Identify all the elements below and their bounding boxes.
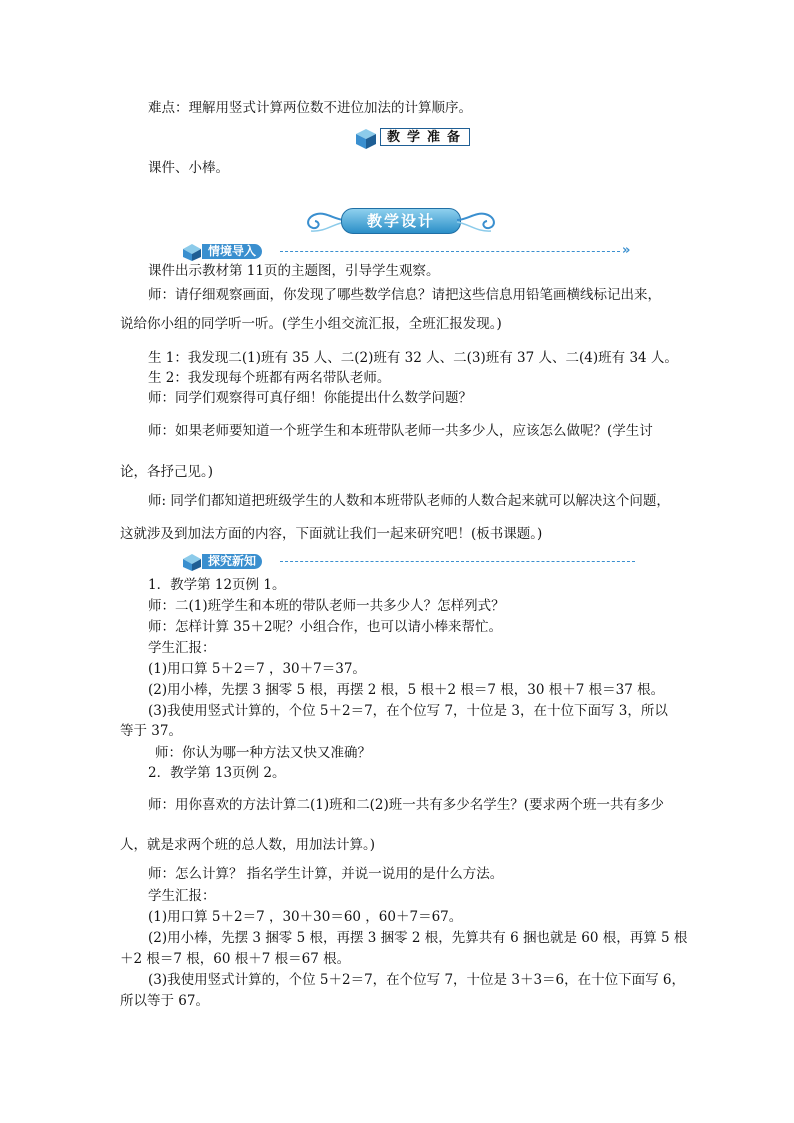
explore-line: (3)我使用竖式计算的，个位 5＋2＝7，在个位写 7，十位是 3＋3＝6，在十位下面写 6， (148, 972, 685, 988)
intro-line: 说给你小组的同学听一听。(学生小组交流汇报，全班汇报发现。) (120, 316, 502, 332)
explore-line: 师：怎样计算 35＋2呢？小组合作，也可以请小棒来帮忙。 (148, 619, 503, 635)
swirl-right-icon (455, 204, 505, 236)
intro-line: 论，各抒己见。) (120, 464, 214, 480)
explore-line: 所以等于 67。 (120, 993, 209, 1009)
prep-content: 课件、小棒。 (148, 160, 229, 176)
section-header-explore (180, 552, 640, 572)
cube-icon (352, 126, 382, 150)
design-title: 教学设计 (341, 208, 461, 234)
explore-line: 2．教学第 13页例 2。 (148, 765, 286, 781)
explore-line: (2)用小棒，先摆 3 捆零 5 根，再摆 3 捆零 2 根，先算共有 6 捆也就是 60 根，再算 5 根 (148, 930, 688, 946)
intro-line: 生 2：我发现每个班都有两名带队老师。 (148, 370, 391, 386)
intro-line: 师：如果老师要知道一个班学生和本班带队老师一共多少人，应该怎么做呢？(学生讨 (148, 423, 653, 439)
explore-line: 学生汇报： (148, 640, 216, 656)
explore-line: 师：用你喜欢的方法计算二(1)班和二(2)班一共有多少名学生？(要求两个班一共有多少 (148, 797, 665, 813)
explore-line: 人，就是求两个班的总人数，用加法计算。) (120, 837, 376, 853)
explore-line: 师：怎么计算？ 指名学生计算，并说一说用的是什么方法。 (148, 866, 504, 882)
intro-line: 这就涉及到加法方面的内容，下面就让我们一起来研究吧！(板书课题。) (120, 526, 543, 542)
explore-line: (1)用口算 5＋2＝7 ，30＋7＝37。 (148, 661, 366, 677)
explore-line: 学生汇报： (148, 888, 216, 904)
intro-line: 课件出示教材第 11页的主题图，引导学生观察。 (148, 263, 440, 279)
explore-line: 师：你认为哪一种方法又快又准确？ (155, 745, 371, 761)
design-banner (297, 204, 502, 236)
explore-line: 等于 37。 (120, 723, 182, 739)
intro-line: 师: 同学们都知道把班级学生的人数和本班带队老师的人数合起来就可以解决这个问题， (148, 493, 670, 509)
intro-line: 师：同学们观察得可真仔细！你能提出什么数学问题？ (148, 390, 472, 406)
explore-line: ＋2 根＝7 根，60 根＋7 根＝67 根。 (120, 951, 351, 967)
section-title: 探究新知 (202, 554, 262, 569)
section-header-intro (180, 242, 640, 262)
prep-banner (352, 126, 476, 150)
explore-line: 师：二(1)班学生和本班的带队老师一共多少人？怎样列式？ (148, 598, 505, 614)
swirl-left-icon (297, 204, 347, 236)
difficulty-text: 难点：理解用竖式计算两位数不进位加法的计算顺序。 (148, 100, 472, 116)
intro-line: 生 1：我发现二(1)班有 35 人、二(2)班有 32 人、二(3)班有 37 人、二(4)班有 34 人。 (148, 350, 678, 366)
section-title: 情境导入 (202, 244, 262, 259)
intro-line: 师：请仔细观察画面，你发现了哪些数学信息？请把这些信息用铅笔画横线标记出来， (148, 287, 661, 303)
explore-line: 1．教学第 12页例 1。 (148, 577, 286, 593)
double-chevron-icon: » (622, 243, 631, 258)
dashed-divider (280, 561, 635, 562)
dashed-divider (280, 251, 620, 252)
prep-title: 教学准备 (380, 128, 470, 146)
explore-line: (1)用口算 5＋2＝7 ，30＋30＝60 ，60＋7＝67。 (148, 909, 463, 925)
explore-line: (3)我使用竖式计算的，个位 5＋2＝7，在个位写 7，十位是 3，在十位下面写 3，所以 (148, 703, 668, 719)
explore-line: (2)用小棒，先摆 3 捆零 5 根，再摆 2 根，5 根＋2 根＝7 根，30 根＋7 根＝37 根。 (148, 682, 665, 698)
